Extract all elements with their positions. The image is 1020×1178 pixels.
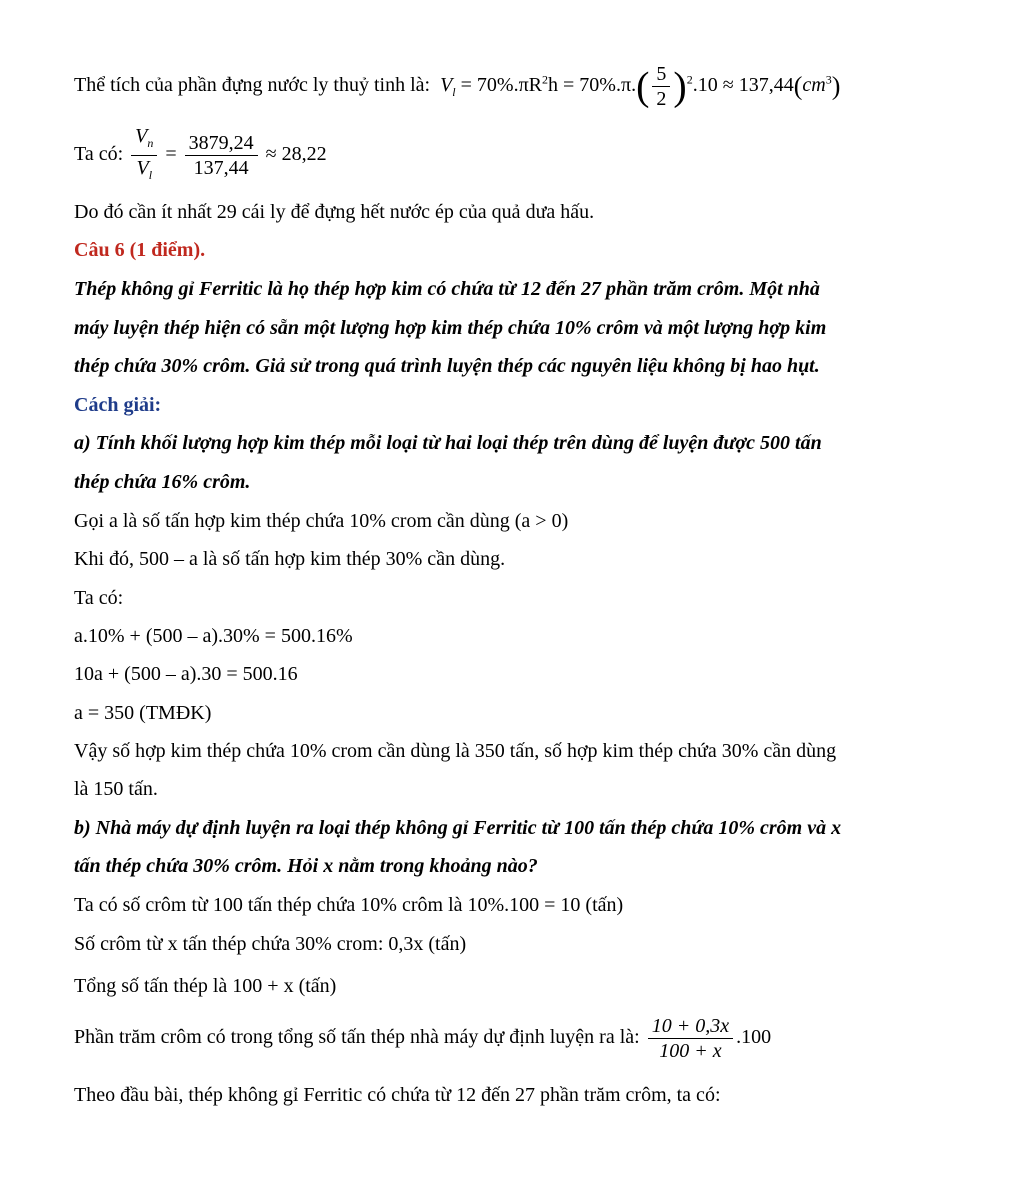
part-a-step-2: Khi đó, 500 – a là số tấn hợp kim thép 30% cần dùng. xyxy=(74,548,506,570)
volume-formula-mid: h = 70%.π. xyxy=(548,74,637,97)
volume-fraction: $\frac{5}{2}$ xyxy=(652,62,670,111)
question-6-paragraph-1: Thép không gỉ Ferritic là họ thép hợp kim có chứa từ 12 đến 27 phần trăm crôm. Một nhà xyxy=(74,278,820,300)
volume-formula-rhs: .10 ≈ 137,44 xyxy=(692,74,794,97)
part-b-step-4-tail: .100 xyxy=(736,1026,772,1049)
ratio-symbol-fraction: $\frac{V_n}{V_l}$ xyxy=(131,124,157,187)
volume-line: Thể tích của phần đựng nước ly thuỷ tinh là: $V_l = 70\%.\pi R^2h = 70\%.\pi$.( $\frac{5}{2}$ )$^2.10 \approx 137,44(cm^3)$ xyxy=(74,63,841,110)
part-b-question-1: b) Nhà máy dự định luyện ra loại thép không gỉ Ferritic từ 100 tấn thép chứa 10% crôm và x xyxy=(74,817,842,839)
part-a-step-3: Ta có: xyxy=(74,587,124,609)
part-a-step-4: a.10% + (500 – a).30% = 500.16% xyxy=(74,625,353,647)
ratio-fraction: $\frac{3879,24}{137,44}$ xyxy=(185,131,258,180)
volume-formula-lhs: = 70%.πR xyxy=(460,74,543,97)
question-6-paragraph-2: máy luyện thép hiện có sẵn một lượng hợp kim thép chứa 10% crôm và một lượng hợp kim xyxy=(74,317,827,339)
part-b-step-3: Tổng số tấn thép là 100 + x (tấn) xyxy=(74,975,337,997)
question-6-paragraph-3: thép chứa 30% crôm. Giả sử trong quá trình luyện thép các nguyên liệu không bị hao hụt. xyxy=(74,355,820,377)
volume-symbol: $V_l$ xyxy=(435,74,456,100)
part-b-step-1: Ta có số crôm từ 100 tấn thép chứa 10% crôm là 10%.100 = 10 (tấn) xyxy=(74,894,624,916)
part-a-question-2: thép chứa 16% crôm. xyxy=(74,471,251,493)
part-a-step-1: Gọi a là số tấn hợp kim thép chứa 10% crom cần dùng (a > 0) xyxy=(74,510,569,532)
part-b-step-4 xyxy=(74,1014,771,1063)
part-b-question-2: tấn thép chứa 30% crôm. Hỏi x nằm trong khoảng nào? xyxy=(74,855,538,877)
part-a-step-7: Vậy số hợp kim thép chứa 10% crom cần dùng là 350 tấn, số hợp kim thép chứa 30% cần dùng xyxy=(74,740,837,762)
part-b-step-5: Theo đầu bài, thép không gỉ Ferritic có chứa từ 12 đến 27 phần trăm crôm, ta có: xyxy=(74,1084,721,1106)
conclusion-line: Do đó cần ít nhất 29 cái ly để đựng hết nước ép của quả dưa hấu. xyxy=(74,201,595,223)
part-b-step-2: Số crôm từ x tấn thép chứa 30% crom: 0,3x (tấn) xyxy=(74,933,467,955)
part-a-step-8: là 150 tấn. xyxy=(74,778,158,800)
part-a-step-6: a = 350 (TMĐK) xyxy=(74,702,212,724)
ratio-text: Ta có: xyxy=(74,143,124,166)
ratio-result: ≈ 28,22 xyxy=(265,143,327,166)
part-a-question-1: a) Tính khối lượng hợp kim thép mỗi loại từ hai loại thép trên dùng để luyện được 500 tấn xyxy=(74,432,822,454)
volume-text: Thể tích của phần đựng nước ly thuỷ tinh là: xyxy=(74,74,431,97)
ratio-line: Ta có: $\frac{V_n}{V_l}$ = $\frac{3879,24}{137,44}$ ≈ 28,22 xyxy=(74,124,327,187)
chromium-percent-fraction: $\frac{10 + 0,3x}{100 + x}$ xyxy=(648,1014,733,1063)
part-a-step-5: 10a + (500 – a).30 = 500.16 xyxy=(74,663,298,685)
part-b-step-4-text: Phần trăm crôm có trong tổng số tấn thép nhà máy dự định luyện ra là: xyxy=(74,1026,640,1049)
solution-label: Cách giải: xyxy=(74,394,162,416)
volume-unit: cm xyxy=(802,74,826,97)
question-6-heading: Câu 6 (1 điểm). xyxy=(74,239,206,261)
